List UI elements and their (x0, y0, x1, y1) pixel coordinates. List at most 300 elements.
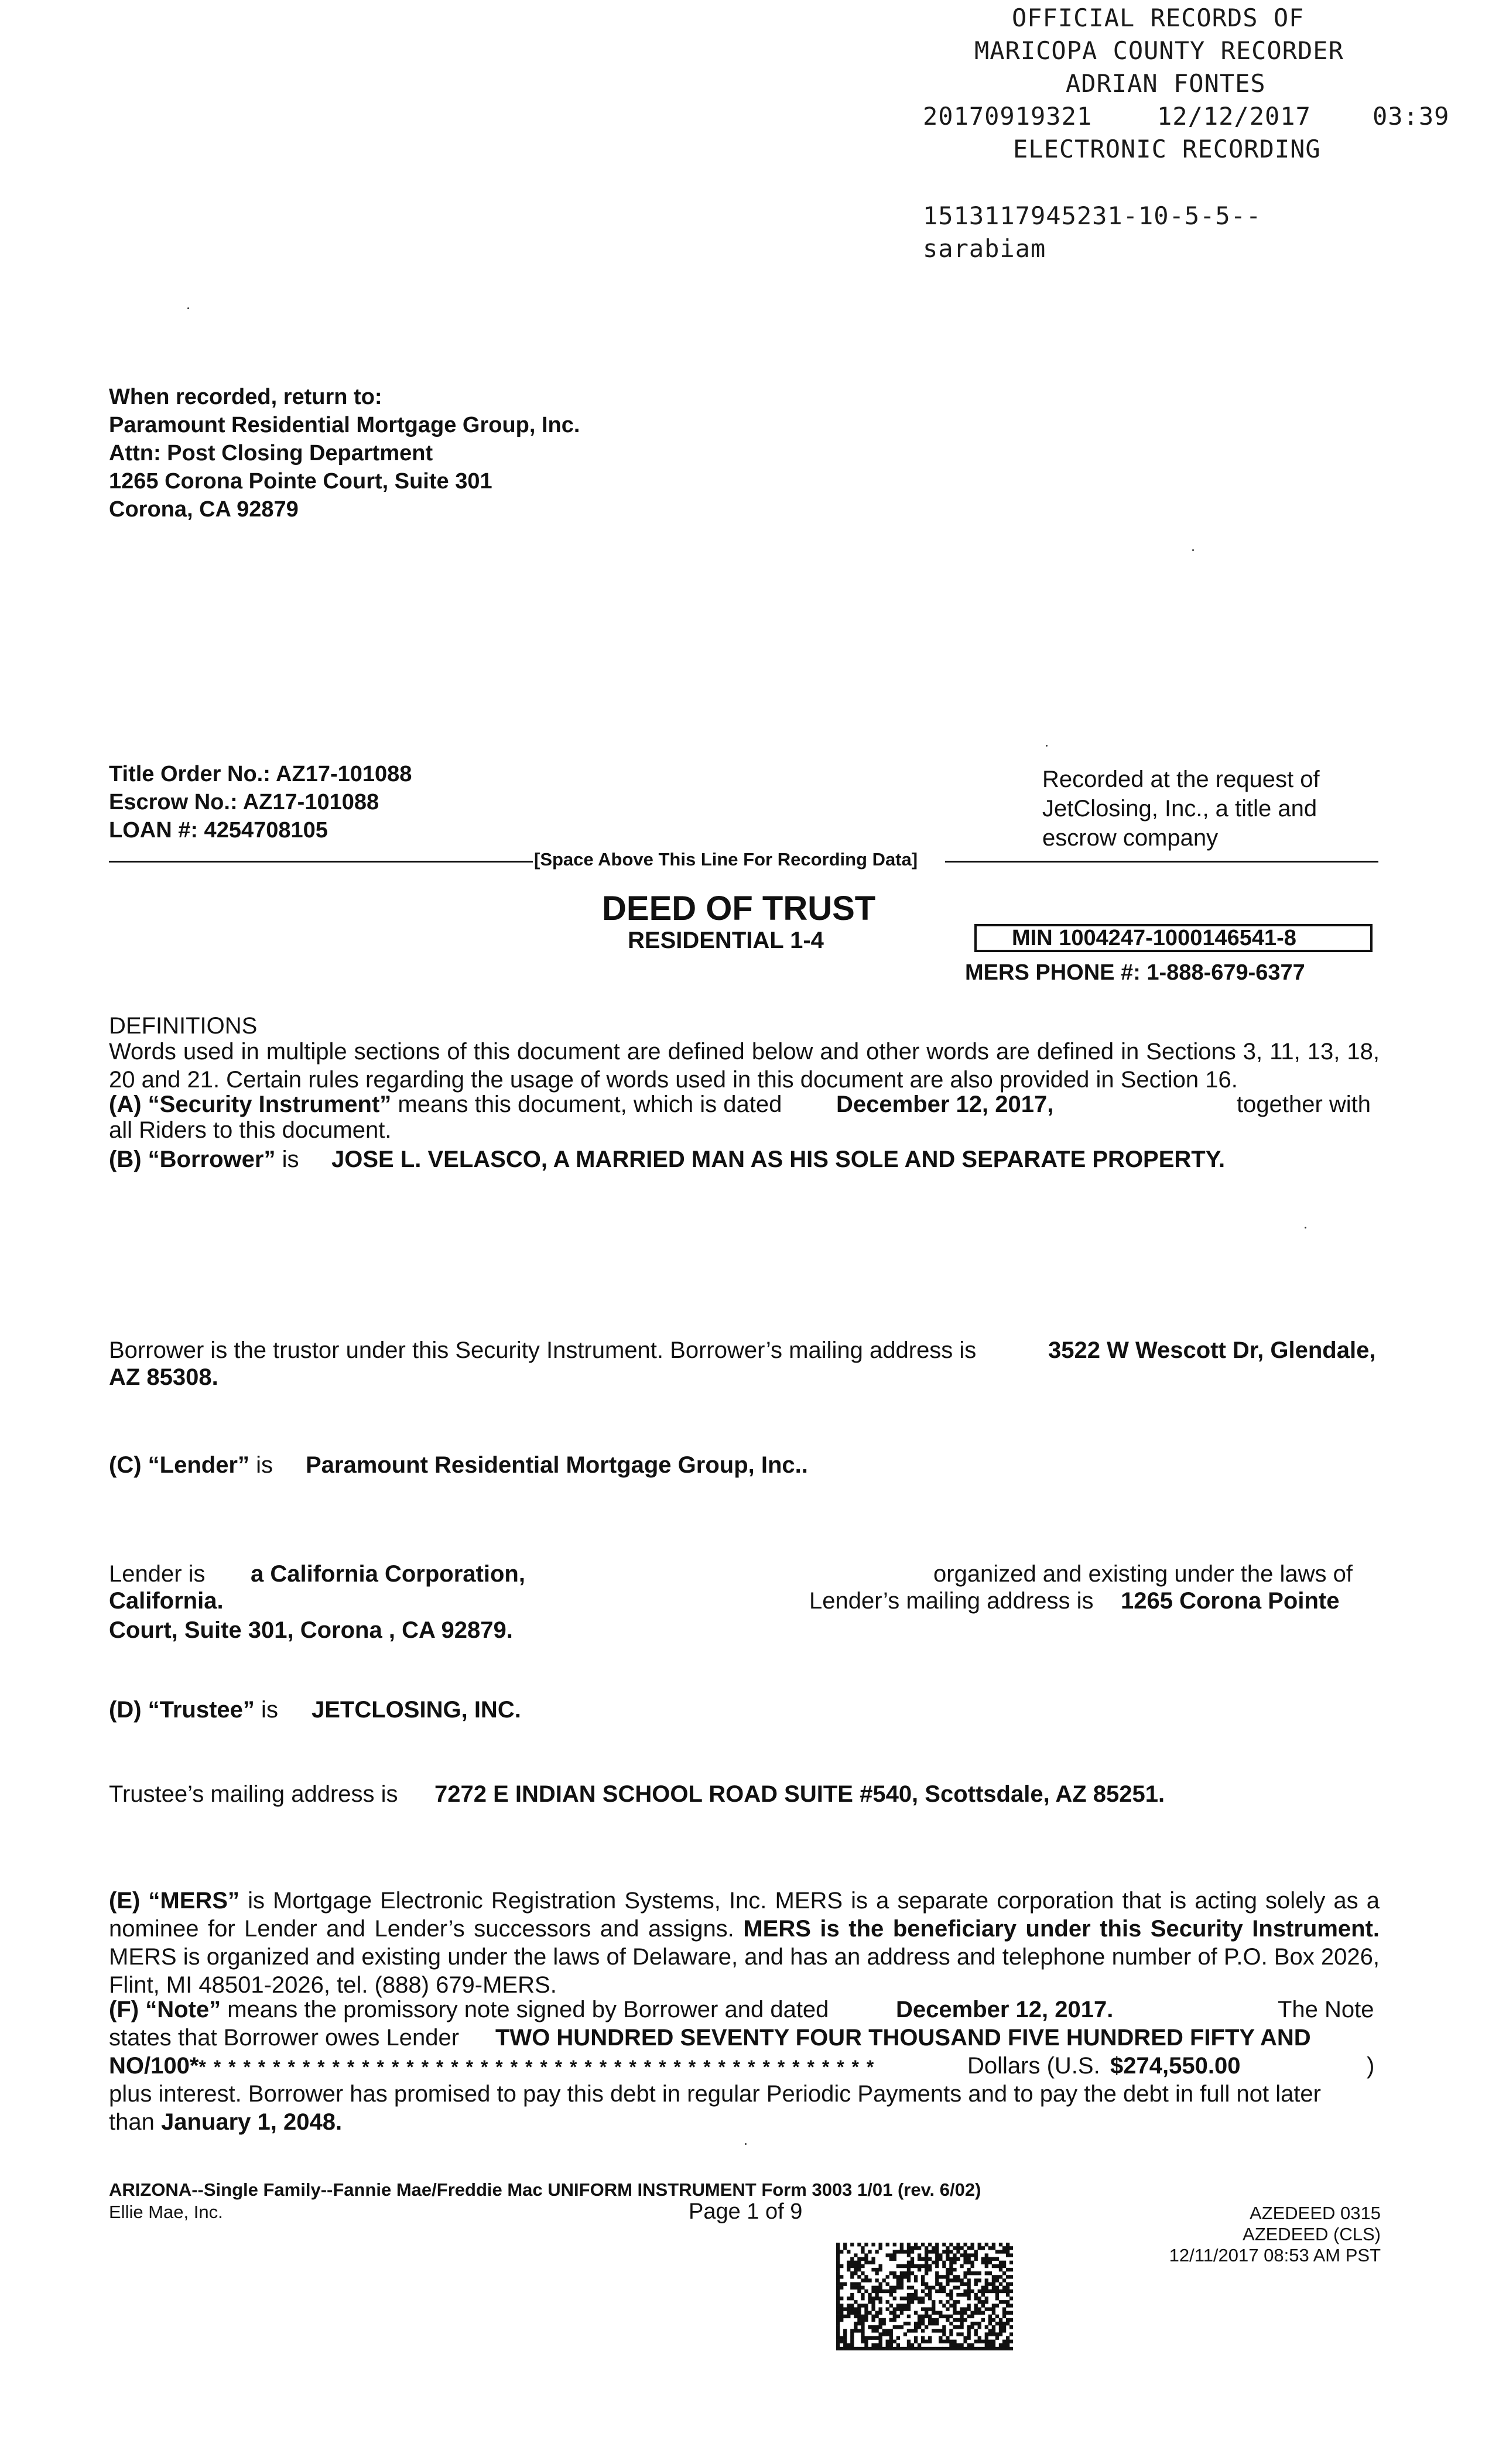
recording-line-5: ELECTRONIC RECORDING (1013, 135, 1321, 163)
barcode-module (981, 2290, 985, 2293)
barcode-module (925, 2282, 928, 2285)
barcode-module (960, 2282, 963, 2285)
barcode-module (925, 2250, 928, 2253)
barcode-module (953, 2304, 956, 2307)
barcode-module (985, 2271, 988, 2275)
barcode-module (956, 2275, 960, 2278)
barcode-module (925, 2286, 928, 2290)
barcode-module (840, 2275, 843, 2278)
barcode-module (871, 2261, 875, 2264)
barcode-module (963, 2290, 967, 2293)
barcode-module (956, 2343, 960, 2347)
barcode-module (889, 2332, 893, 2336)
barcode-module (967, 2315, 970, 2318)
barcode-module (1009, 2246, 1013, 2250)
barcode-module (864, 2311, 868, 2315)
barcode-module (850, 2293, 854, 2297)
barcode-module (921, 2315, 925, 2318)
barcode-module (921, 2278, 925, 2282)
barcode-module (893, 2307, 896, 2311)
barcode-module (840, 2250, 843, 2253)
barcode-module (935, 2322, 939, 2325)
title-order-number: Title Order No.: AZ17-101088 (109, 762, 412, 786)
barcode-module (1002, 2322, 1006, 2325)
barcode-module (960, 2246, 963, 2250)
barcode-module (903, 2271, 907, 2275)
barcode-module (850, 2275, 854, 2278)
barcode-module (946, 2268, 949, 2271)
barcode-module (840, 2347, 843, 2350)
barcode-module (946, 2340, 949, 2343)
barcode-module (878, 2322, 882, 2325)
barcode-module (999, 2261, 1002, 2264)
barcode-module (921, 2282, 925, 2285)
note-amount-line (109, 2052, 875, 2081)
barcode-module (836, 2307, 840, 2311)
barcode-module (985, 2286, 988, 2290)
barcode-module (1006, 2243, 1009, 2246)
barcode-module (911, 2300, 914, 2304)
barcode-module (857, 2329, 861, 2332)
barcode-module (1002, 2329, 1006, 2332)
barcode-module (939, 2282, 942, 2285)
barcode-module (935, 2275, 939, 2278)
definition-b-is: is (275, 1147, 299, 1172)
barcode-module (1009, 2347, 1013, 2350)
barcode-module (1006, 2268, 1009, 2271)
barcode-module (914, 2329, 918, 2332)
barcode-module (857, 2275, 861, 2278)
barcode-module (836, 2340, 840, 2343)
barcode-module (935, 2282, 939, 2285)
barcode-module (925, 2325, 928, 2329)
barcode-module (928, 2318, 932, 2322)
barcode-module (864, 2278, 868, 2282)
barcode-module (985, 2347, 988, 2350)
barcode-module (932, 2246, 935, 2250)
barcode-module (921, 2329, 925, 2332)
scan-speck (1046, 745, 1048, 747)
barcode-module (956, 2250, 960, 2253)
barcode-module (878, 2300, 882, 2304)
barcode-module (988, 2343, 992, 2347)
barcode-module (932, 2322, 935, 2325)
barcode-module (999, 2282, 1002, 2285)
barcode-module (1006, 2336, 1009, 2339)
barcode-module (914, 2340, 918, 2343)
barcode-module (857, 2311, 861, 2315)
barcode-module (886, 2290, 889, 2293)
barcode-module (868, 2336, 871, 2339)
barcode-module (914, 2311, 918, 2315)
barcode-module (875, 2271, 878, 2275)
barcode-module (1006, 2347, 1009, 2350)
barcode-module (971, 2343, 974, 2347)
barcode-module (1009, 2332, 1013, 2336)
barcode-module (1009, 2275, 1013, 2278)
barcode-module (896, 2347, 900, 2350)
barcode-module (907, 2304, 911, 2307)
min-number: MIN 1004247-1000146541-8 (1012, 926, 1296, 950)
barcode-module (921, 2307, 925, 2311)
barcode-module (925, 2347, 928, 2350)
barcode-module (999, 2332, 1002, 2336)
barcode-module (949, 2340, 953, 2343)
barcode-module (949, 2278, 953, 2282)
barcode-module (878, 2243, 882, 2246)
barcode-module (988, 2318, 992, 2322)
barcode-module (992, 2278, 995, 2282)
barcode-module (843, 2282, 847, 2285)
barcode-module (935, 2290, 939, 2293)
barcode-module (864, 2336, 868, 2339)
barcode-module (942, 2264, 946, 2268)
barcode-module (854, 2253, 857, 2257)
barcode-module (992, 2290, 995, 2293)
barcode-module (836, 2261, 840, 2264)
barcode-module (1002, 2311, 1006, 2315)
barcode-module (1009, 2297, 1013, 2300)
barcode-module (978, 2300, 981, 2304)
barcode-module (878, 2246, 882, 2250)
barcode-module (878, 2332, 882, 2336)
footer-code-2: AZEDEED (CLS) (1243, 2224, 1381, 2244)
barcode-module (992, 2340, 995, 2343)
barcode-module (900, 2325, 903, 2329)
barcode-module (963, 2257, 967, 2261)
definition-e (109, 1887, 1380, 1999)
barcode-module (907, 2264, 911, 2268)
barcode-module (911, 2293, 914, 2297)
recording-time: 03:39 (1373, 102, 1450, 131)
barcode-module (981, 2311, 985, 2315)
barcode-module (878, 2347, 882, 2350)
barcode-module (963, 2340, 967, 2343)
barcode-module (974, 2271, 978, 2275)
barcode-module (963, 2307, 967, 2311)
barcode-module (907, 2268, 911, 2271)
barcode-module (985, 2278, 988, 2282)
barcode-module (963, 2253, 967, 2257)
barcode-module (907, 2275, 911, 2278)
barcode-module (953, 2300, 956, 2304)
barcode-module (850, 2347, 854, 2350)
barcode-module (978, 2290, 981, 2293)
barcode-module (953, 2343, 956, 2347)
barcode-module (843, 2332, 847, 2336)
barcode-module (836, 2253, 840, 2257)
barcode-module (932, 2318, 935, 2322)
barcode-module (988, 2271, 992, 2275)
barcode-module (939, 2329, 942, 2332)
barcode-module (875, 2329, 878, 2332)
barcode-module (978, 2307, 981, 2311)
barcode-module (875, 2325, 878, 2329)
barcode-module (1002, 2347, 1006, 2350)
definition-a-together: together with (1237, 1091, 1371, 1117)
barcode-module (985, 2336, 988, 2339)
note-amount: $274,550.00 (1110, 2053, 1241, 2079)
barcode-module (907, 2300, 911, 2304)
barcode-module (1002, 2261, 1006, 2264)
barcode-module (857, 2304, 861, 2307)
barcode-module (857, 2322, 861, 2325)
document-title: DEED OF TRUST (602, 889, 876, 928)
barcode-module (893, 2250, 896, 2253)
barcode-module (1006, 2340, 1009, 2343)
barcode-module (857, 2243, 861, 2246)
barcode-module (921, 2297, 925, 2300)
barcode-module (935, 2250, 939, 2253)
barcode-module (843, 2329, 847, 2332)
barcode-module (946, 2293, 949, 2297)
barcode-module (988, 2322, 992, 2325)
barcode-module (840, 2264, 843, 2268)
barcode-module (1002, 2300, 1006, 2304)
barcode-module (871, 2307, 875, 2311)
barcode-module (921, 2290, 925, 2293)
barcode-module (889, 2286, 893, 2290)
barcode-module (995, 2347, 999, 2350)
barcode-module (960, 2307, 963, 2311)
barcode-module (861, 2318, 864, 2322)
barcode-module (999, 2318, 1002, 2322)
barcode-module (864, 2275, 868, 2278)
barcode-module (840, 2282, 843, 2285)
barcode-module (949, 2315, 953, 2318)
barcode-module (999, 2264, 1002, 2268)
definition-a-text: means this document, which is dated (391, 1091, 782, 1117)
barcode-module (914, 2336, 918, 2339)
barcode-module (971, 2271, 974, 2275)
barcode-module (854, 2282, 857, 2285)
barcode-module (918, 2325, 921, 2329)
definition-d-is: is (254, 1697, 278, 1723)
barcode-module (1006, 2250, 1009, 2253)
note-dollars-label: Dollars (U.S. (967, 2053, 1100, 2079)
barcode-module (992, 2318, 995, 2322)
definition-e-beneficiary: MERS is the beneficiary under this Security Instrument. (734, 1916, 1380, 1942)
definition-b-label: (B) “Borrower” (109, 1147, 276, 1172)
barcode-module (889, 2340, 893, 2343)
definition-c-label: (C) “Lender” (109, 1452, 249, 1478)
barcode-module (956, 2246, 960, 2250)
barcode-module (963, 2347, 967, 2350)
barcode-module (889, 2347, 893, 2350)
barcode-module (949, 2322, 953, 2325)
barcode-module (1002, 2340, 1006, 2343)
barcode-module (949, 2332, 953, 2336)
barcode-module (932, 2307, 935, 2311)
barcode-module (974, 2293, 978, 2297)
title-block (109, 760, 412, 844)
barcode-module (971, 2264, 974, 2268)
barcode-module (907, 2329, 911, 2332)
barcode-module (967, 2293, 970, 2297)
barcode-module (1009, 2282, 1013, 2285)
barcode-module (1009, 2311, 1013, 2315)
barcode-module (875, 2290, 878, 2293)
definition-d (109, 1696, 278, 1724)
barcode-module (946, 2257, 949, 2261)
barcode-module (946, 2250, 949, 2253)
barcode-module (896, 2336, 900, 2339)
barcode-module (861, 2322, 864, 2325)
barcode-module (857, 2257, 861, 2261)
barcode-module (900, 2271, 903, 2275)
barcode-module (942, 2325, 946, 2329)
lender-address-2: Court, Suite 301, Corona , CA 92879. (109, 1617, 513, 1643)
barcode-module (939, 2315, 942, 2318)
barcode-module (995, 2297, 999, 2300)
barcode-module (889, 2311, 893, 2315)
barcode-module (995, 2336, 999, 2339)
barcode-module (963, 2336, 967, 2339)
trustee-mailing-label: Trustee’s mailing address is (109, 1781, 398, 1807)
barcode-module (847, 2347, 850, 2350)
trustee-address: 7272 E INDIAN SCHOOL ROAD SUITE #540, Scottsdale, AZ 85251. (434, 1781, 1165, 1807)
barcode-module (847, 2307, 850, 2311)
barcode-module (868, 2250, 871, 2253)
barcode-module (889, 2290, 893, 2293)
barcode-module (995, 2315, 999, 2318)
barcode-module (878, 2286, 882, 2290)
barcode-module (928, 2307, 932, 2311)
barcode-module (953, 2318, 956, 2322)
barcode-module (1006, 2246, 1009, 2250)
barcode-module (882, 2329, 886, 2332)
barcode-module (928, 2347, 932, 2350)
barcode-module (875, 2343, 878, 2347)
barcode-module (935, 2264, 939, 2268)
barcode-module (981, 2293, 985, 2297)
barcode-module (967, 2347, 970, 2350)
barcode-module (864, 2243, 868, 2246)
barcode-module (942, 2315, 946, 2318)
barcode-module (956, 2257, 960, 2261)
barcode-module (875, 2311, 878, 2315)
barcode-module (868, 2278, 871, 2282)
barcode-module (939, 2347, 942, 2350)
barcode-module (850, 2297, 854, 2300)
barcode-module (1009, 2253, 1013, 2257)
borrower-address-2: AZ 85308. (109, 1364, 218, 1390)
barcode-module (893, 2340, 896, 2343)
barcode-module (914, 2297, 918, 2300)
barcode-module (889, 2329, 893, 2332)
barcode-module (840, 2315, 843, 2318)
barcode-module (886, 2340, 889, 2343)
barcode-module (861, 2340, 864, 2343)
barcode-module (921, 2300, 925, 2304)
barcode-module (836, 2325, 840, 2329)
escrow-number: Escrow No.: AZ17-101088 (109, 790, 379, 815)
barcode-module (847, 2261, 850, 2264)
lender-state: California. (109, 1588, 224, 1614)
barcode-module (974, 2297, 978, 2300)
barcode-module (921, 2340, 925, 2343)
barcode-module (914, 2264, 918, 2268)
barcode-module (914, 2278, 918, 2282)
barcode-module (935, 2278, 939, 2282)
barcode-module (896, 2264, 900, 2268)
barcode-module (871, 2336, 875, 2339)
barcode-module (861, 2347, 864, 2350)
barcode-module (988, 2261, 992, 2264)
barcode-module (999, 2347, 1002, 2350)
barcode-module (1002, 2315, 1006, 2318)
barcode-module (893, 2315, 896, 2318)
loan-number: LOAN #: 4254708105 (109, 818, 328, 843)
barcode-module (974, 2340, 978, 2343)
barcode-module (911, 2257, 914, 2261)
barcode-module (967, 2261, 970, 2264)
barcode-module (911, 2246, 914, 2250)
barcode-module (871, 2243, 875, 2246)
barcode-module (847, 2264, 850, 2268)
barcode-module (886, 2329, 889, 2332)
barcode-module (911, 2343, 914, 2347)
barcode-module (878, 2290, 882, 2293)
barcode-module (893, 2318, 896, 2322)
space-line-left (109, 861, 533, 863)
barcode-module (978, 2347, 981, 2350)
barcode-module (1006, 2322, 1009, 2325)
barcode-module (928, 2243, 932, 2246)
barcode-module (949, 2250, 953, 2253)
barcode-module (907, 2253, 911, 2257)
barcode-module (956, 2325, 960, 2329)
barcode-module (864, 2343, 868, 2347)
barcode-module (850, 2329, 854, 2332)
barcode-module (864, 2347, 868, 2350)
barcode-module (907, 2347, 911, 2350)
barcode-module (1002, 2271, 1006, 2275)
note-maturity-date: January 1, 2048. (160, 2109, 343, 2135)
barcode-module (928, 2268, 932, 2271)
barcode-module (995, 2264, 999, 2268)
barcode-module (871, 2343, 875, 2347)
barcode-module (1006, 2286, 1009, 2290)
barcode-module (836, 2275, 840, 2278)
barcode-module (949, 2271, 953, 2275)
barcode-module (985, 2290, 988, 2293)
barcode-module (896, 2278, 900, 2282)
barcode-module (942, 2250, 946, 2253)
barcode-module (836, 2318, 840, 2322)
barcode-module (967, 2271, 970, 2275)
barcode-module (878, 2311, 882, 2315)
barcode-module (967, 2246, 970, 2250)
barcode-module (918, 2322, 921, 2325)
barcode-module (974, 2304, 978, 2307)
barcode-module (836, 2300, 840, 2304)
note-amount-words-2: NO/100* (109, 2053, 199, 2079)
barcode-module (918, 2257, 921, 2261)
barcode-module (967, 2297, 970, 2300)
definition-a-label: (A) “Security Instrument” (109, 1091, 392, 1117)
barcode-module (1009, 2261, 1013, 2264)
barcode-module (932, 2304, 935, 2307)
barcode-module (875, 2268, 878, 2271)
barcode-module (946, 2307, 949, 2311)
barcode-module (942, 2286, 946, 2290)
barcode-module (903, 2347, 907, 2350)
definition-e-text-1: is Mortgage Electronic Registration Systems, Inc. MERS is a separate corporation that is acting solely as a nominee for Lender and Lender’s successors and assigns. (109, 1888, 1380, 1942)
barcode-module (992, 2329, 995, 2332)
barcode-module (974, 2250, 978, 2253)
barcode-module (985, 2257, 988, 2261)
